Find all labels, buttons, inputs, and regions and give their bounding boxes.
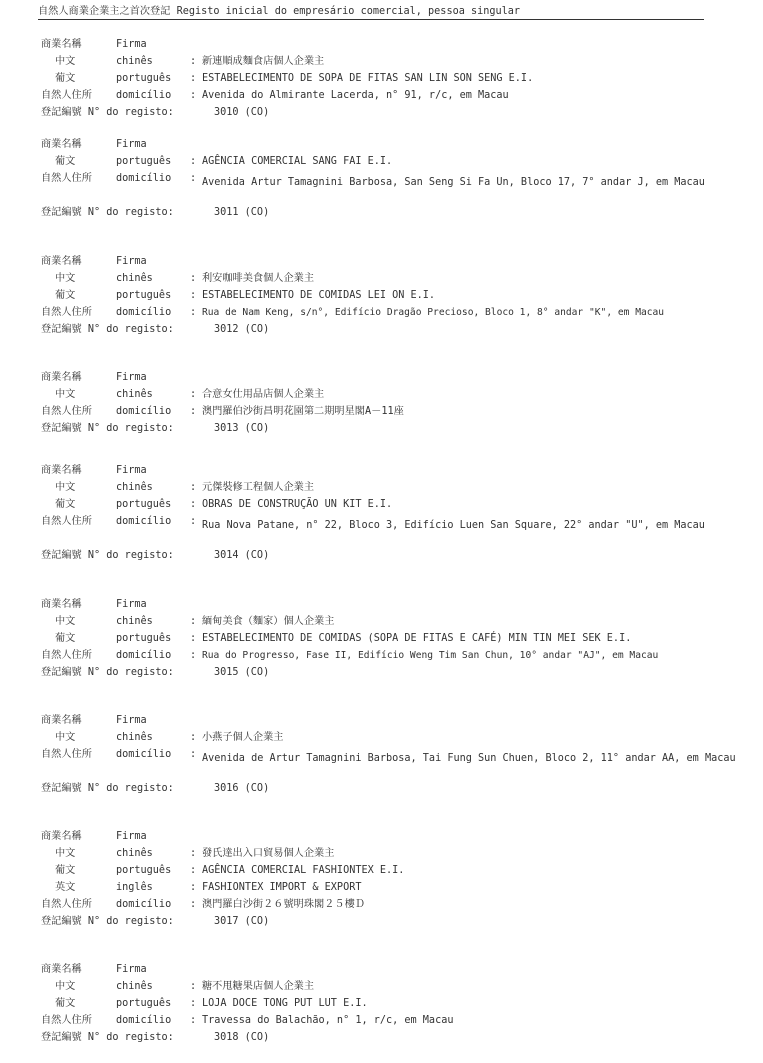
- domicile-address: Avenida Artur Tamagnini Barbosa, San Seng Si Fa Un, Bloco 17, 7° andar J, em Macau: [202, 177, 705, 188]
- chinese-name: 小燕子個人企業主: [202, 732, 284, 743]
- domicile-label-pt: domicílio: [116, 406, 172, 417]
- colon: :: [190, 389, 197, 400]
- firma-label-pt: Firma: [116, 715, 147, 726]
- colon: :: [190, 56, 197, 67]
- colon: :: [190, 732, 197, 743]
- firma-label-pt: Firma: [116, 256, 147, 267]
- portuguese-name: OBRAS DE CONSTRUÇÃO UN KIT E.I.: [202, 499, 393, 510]
- colon: :: [190, 499, 197, 510]
- domicile-label-zh: 自然人住所: [41, 899, 92, 910]
- firma-label-zh: 商業名稱: [41, 465, 82, 476]
- domicile-label-pt: domicílio: [116, 90, 172, 101]
- colon: :: [190, 848, 197, 859]
- registo-number: 3013 (CO): [214, 423, 270, 434]
- portuguese-label-pt: português: [116, 290, 172, 301]
- portuguese-label-zh: 葡文: [55, 633, 76, 644]
- document-heading: 自然人商業企業主之首次登記 Registo inicial do empresário comercial, pessoa singular: [38, 7, 704, 20]
- domicile-address: Rua de Nam Keng, s/n°, Edifício Dragão Precioso, Bloco 1, 8° andar "K", em Macau: [202, 307, 665, 318]
- chinese-label-pt: chinês: [116, 389, 153, 400]
- colon: :: [190, 998, 197, 1009]
- portuguese-label-pt: português: [116, 499, 172, 510]
- domicile-label-pt: domicílio: [116, 650, 172, 661]
- colon: :: [190, 290, 197, 301]
- portuguese-label-zh: 葡文: [55, 156, 76, 167]
- colon: :: [190, 749, 197, 760]
- registo-number: 3016 (CO): [214, 783, 270, 794]
- portuguese-label-zh: 葡文: [55, 290, 76, 301]
- portuguese-label-pt: português: [116, 73, 172, 84]
- colon: :: [190, 90, 197, 101]
- registo-label: 登記編號 N° do registo:: [41, 916, 174, 927]
- registo-number: 3014 (CO): [214, 550, 270, 561]
- portuguese-name: AGÊNCIA COMERCIAL SANG FAI E.I.: [202, 156, 393, 167]
- portuguese-label-zh: 葡文: [55, 865, 76, 876]
- registo-label: 登記編號 N° do registo:: [41, 324, 174, 335]
- chinese-name: 合意女仕用品店個人企業主: [202, 389, 325, 400]
- registo-label: 登記編號 N° do registo:: [41, 783, 174, 794]
- firma-label-zh: 商業名稱: [41, 831, 82, 842]
- colon: :: [190, 307, 197, 318]
- chinese-label-zh: 中文: [55, 981, 76, 992]
- chinese-label-pt: chinês: [116, 56, 153, 67]
- chinese-label-pt: chinês: [116, 616, 153, 627]
- colon: :: [190, 981, 197, 992]
- registo-number: 3010 (CO): [214, 107, 270, 118]
- portuguese-name: AGÊNCIA COMERCIAL FASHIONTEX E.I.: [202, 865, 405, 876]
- firma-label-zh: 商業名稱: [41, 139, 82, 150]
- portuguese-name: ESTABELECIMENTO DE COMIDAS (SOPA DE FITAS E CAFÉ) MIN TIN MEI SEK E.I.: [202, 633, 632, 644]
- domicile-address: Avenida de Artur Tamagnini Barbosa, Tai Fung Sun Chuen, Bloco 2, 11° andar AA, em Macau: [202, 753, 736, 764]
- english-label-pt: inglês: [116, 882, 153, 893]
- colon: :: [190, 1015, 197, 1026]
- registo-number: 3011 (CO): [214, 207, 270, 218]
- colon: :: [190, 899, 197, 910]
- domicile-label-pt: domicílio: [116, 307, 172, 318]
- portuguese-name: LOJA DOCE TONG PUT LUT E.I.: [202, 998, 368, 1009]
- domicile-address: Rua Nova Patane, n° 22, Bloco 3, Edifício Luen San Square, 22° andar "U", em Macau: [202, 520, 705, 531]
- colon: :: [190, 882, 197, 893]
- colon: :: [190, 865, 197, 876]
- portuguese-label-pt: português: [116, 156, 172, 167]
- chinese-label-zh: 中文: [55, 848, 76, 859]
- registo-label: 登記編號 N° do registo:: [41, 667, 174, 678]
- chinese-name: 緬甸美食（麵家）個人企業主: [202, 616, 335, 627]
- domicile-label-zh: 自然人住所: [41, 650, 92, 661]
- domicile-label-zh: 自然人住所: [41, 749, 92, 760]
- firma-label-zh: 商業名稱: [41, 256, 82, 267]
- colon: :: [190, 482, 197, 493]
- domicile-label-zh: 自然人住所: [41, 90, 92, 101]
- domicile-address: Travessa do Balachão, n° 1, r/c, em Macau: [202, 1015, 454, 1026]
- domicile-label-pt: domicílio: [116, 1015, 172, 1026]
- registo-label: 登記編號 N° do registo:: [41, 107, 174, 118]
- colon: :: [190, 516, 197, 527]
- chinese-label-pt: chinês: [116, 981, 153, 992]
- firma-label-pt: Firma: [116, 39, 147, 50]
- firma-label-zh: 商業名稱: [41, 39, 82, 50]
- colon: :: [190, 616, 197, 627]
- english-label-zh: 英文: [55, 882, 76, 893]
- firma-label-pt: Firma: [116, 139, 147, 150]
- portuguese-name: ESTABELECIMENTO DE COMIDAS LEI ON E.I.: [202, 290, 436, 301]
- domicile-address: 澳門羅伯沙街昌明花園第二期明星閣A－11座: [202, 406, 404, 417]
- chinese-name: 發氏達出入口貿易個人企業主: [202, 848, 335, 859]
- registo-number: 3015 (CO): [214, 667, 270, 678]
- domicile-label-zh: 自然人住所: [41, 1015, 92, 1026]
- domicile-label-zh: 自然人住所: [41, 307, 92, 318]
- colon: :: [190, 73, 197, 84]
- colon: :: [190, 273, 197, 284]
- chinese-label-pt: chinês: [116, 482, 153, 493]
- firma-label-pt: Firma: [116, 372, 147, 383]
- portuguese-label-zh: 葡文: [55, 499, 76, 510]
- chinese-name: 元傑裝修工程個人企業主: [202, 482, 315, 493]
- colon: :: [190, 406, 197, 417]
- chinese-label-zh: 中文: [55, 732, 76, 743]
- firma-label-zh: 商業名稱: [41, 599, 82, 610]
- domicile-label-zh: 自然人住所: [41, 516, 92, 527]
- chinese-label-pt: chinês: [116, 273, 153, 284]
- domicile-address: Rua do Progresso, Fase II, Edifício Weng Tim San Chun, 10° andar "AJ", em Macau: [202, 650, 659, 661]
- registo-number: 3017 (CO): [214, 916, 270, 927]
- domicile-label-pt: domicílio: [116, 516, 172, 527]
- chinese-name: 新連順成麵食店個人企業主: [202, 56, 325, 67]
- portuguese-label-pt: português: [116, 633, 172, 644]
- domicile-label-pt: domicílio: [116, 173, 172, 184]
- firma-label-zh: 商業名稱: [41, 372, 82, 383]
- colon: :: [190, 650, 197, 661]
- firma-label-pt: Firma: [116, 599, 147, 610]
- chinese-label-zh: 中文: [55, 616, 76, 627]
- firma-label-pt: Firma: [116, 831, 147, 842]
- registo-label: 登記編號 N° do registo:: [41, 1032, 174, 1043]
- chinese-label-zh: 中文: [55, 56, 76, 67]
- firma-label-pt: Firma: [116, 465, 147, 476]
- portuguese-name: ESTABELECIMENTO DE SOPA DE FITAS SAN LIN SON SENG E.I.: [202, 73, 534, 84]
- chinese-name: 利安咖啡美食個人企業主: [202, 273, 315, 284]
- firma-label-pt: Firma: [116, 964, 147, 975]
- chinese-label-zh: 中文: [55, 482, 76, 493]
- domicile-label-zh: 自然人住所: [41, 173, 92, 184]
- colon: :: [190, 156, 197, 167]
- colon: :: [190, 173, 197, 184]
- domicile-label-zh: 自然人住所: [41, 406, 92, 417]
- registo-number: 3012 (CO): [214, 324, 270, 335]
- portuguese-label-pt: português: [116, 998, 172, 1009]
- registo-number: 3018 (CO): [214, 1032, 270, 1043]
- portuguese-label-pt: português: [116, 865, 172, 876]
- portuguese-label-zh: 葡文: [55, 998, 76, 1009]
- domicile-address: Avenida do Almirante Lacerda, n° 91, r/c, em Macau: [202, 90, 509, 101]
- domicile-label-pt: domicílio: [116, 749, 172, 760]
- chinese-label-zh: 中文: [55, 273, 76, 284]
- registo-label: 登記編號 N° do registo:: [41, 207, 174, 218]
- registo-label: 登記編號 N° do registo:: [41, 550, 174, 561]
- portuguese-label-zh: 葡文: [55, 73, 76, 84]
- firma-label-zh: 商業名稱: [41, 715, 82, 726]
- chinese-name: 糖不甩糖果店個人企業主: [202, 981, 315, 992]
- domicile-label-pt: domicílio: [116, 899, 172, 910]
- chinese-label-pt: chinês: [116, 732, 153, 743]
- colon: :: [190, 633, 197, 644]
- firma-label-zh: 商業名稱: [41, 964, 82, 975]
- chinese-label-pt: chinês: [116, 848, 153, 859]
- chinese-label-zh: 中文: [55, 389, 76, 400]
- english-name: FASHIONTEX IMPORT & EXPORT: [202, 882, 362, 893]
- domicile-address: 澳門羅白沙街２６號明珠閣２５樓Ｄ: [202, 899, 365, 910]
- registo-label: 登記編號 N° do registo:: [41, 423, 174, 434]
